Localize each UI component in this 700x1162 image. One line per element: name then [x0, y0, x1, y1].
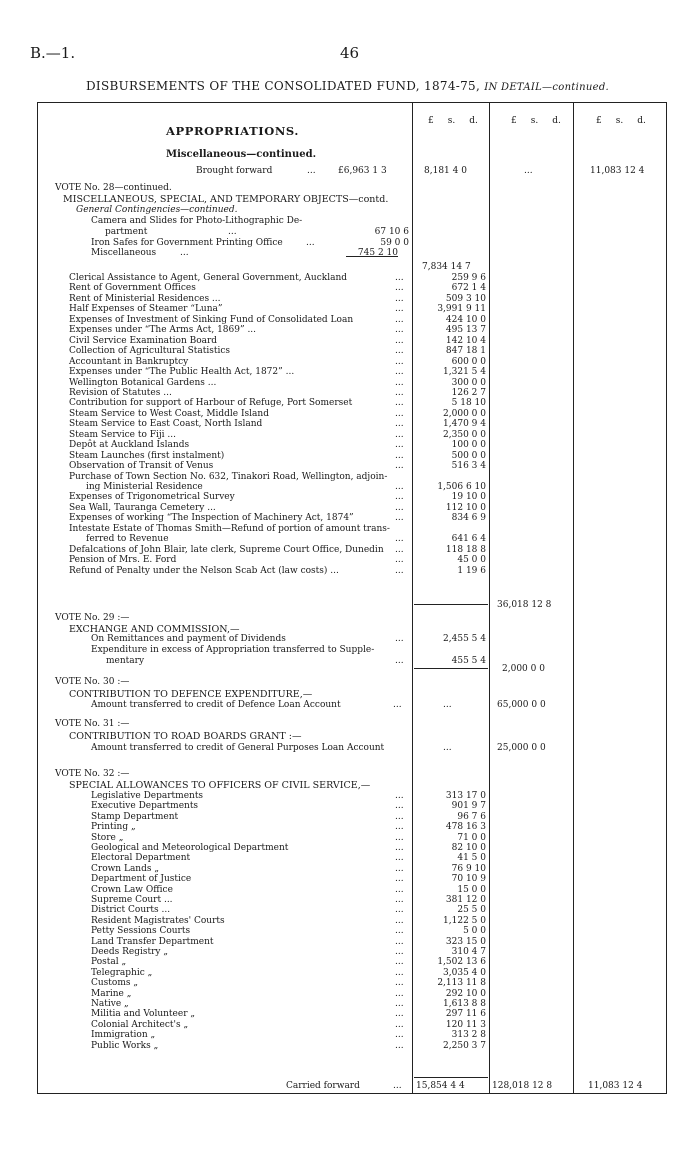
column-header-2: £ s. d.	[511, 116, 561, 126]
vote-31-label: VOTE No. 31 :—	[55, 719, 130, 729]
vote-28-item-text: ing Ministerial Residence	[86, 482, 203, 492]
document-reference: B.—1.	[30, 44, 76, 62]
vote-32-item-dots: ...	[395, 1009, 404, 1019]
vote-32-item-text: Immigration „	[91, 1030, 156, 1040]
vote-32-item-dots: ...	[395, 957, 404, 967]
vote-32-item-dots: ...	[395, 791, 404, 801]
vote-28-item-text: Steam Service to East Coast, North Island	[69, 419, 263, 429]
vote-28-item-amount: 126 2 7	[451, 388, 486, 398]
vote-28-item-dots: ...	[395, 273, 404, 283]
vote-28-item-text: Expenses of Trigonometrical Survey	[69, 492, 235, 502]
vote-32-item-dots: ...	[395, 874, 404, 884]
vote-28-item-amount: 142 10 4	[445, 336, 486, 346]
vote-28-item-text: Steam Launches (first instalment)	[69, 451, 225, 461]
vote-28-item-dots: ...	[395, 503, 404, 513]
inline-item-amount: 67 10 6	[374, 227, 409, 237]
vote-28-item-dots: ...	[395, 440, 404, 450]
vote-28-item-amount: 1 19 6	[457, 566, 486, 576]
vote-30-c1: ...	[443, 700, 452, 710]
vote-32-item-dots: ...	[395, 853, 404, 863]
vote-28-item-text: Refund of Penalty under the Nelson Scab Act (law costs) ...	[69, 566, 339, 576]
vote-32-item-amount: 71 0 0	[457, 833, 486, 843]
carried-forward-c3: 11,083 12 4	[588, 1081, 643, 1091]
vote-28-item-amount: 424 10 0	[445, 315, 486, 325]
vote-28-item-amount: 509 3 10	[445, 294, 486, 304]
vote-32-item-dots: ...	[395, 1041, 404, 1051]
brought-forward-c3: 11,083 12 4	[590, 166, 645, 176]
vote-28-item-text: Pension of Mrs. E. Ford	[69, 555, 177, 565]
vote-28-item-amount: 1,321 5 4	[443, 367, 486, 377]
vote-32-item-dots: ...	[395, 801, 404, 811]
column-divider-3	[573, 102, 574, 1094]
vote-28-item-amount: 3,991 9 11	[437, 304, 486, 314]
vote-32-item-amount: 1,122 5 0	[443, 916, 486, 926]
vote-32-item-amount: 478 16 3	[445, 822, 486, 832]
vote-28-item-amount: 300 0 0	[451, 378, 486, 388]
inline-item-dots: ...	[180, 248, 189, 258]
vote-32-item-text: Resident Magistrates' Courts	[91, 916, 225, 926]
inline-item-amount: 745 2 10	[357, 248, 398, 258]
vote-28-item-text: Expenses of Investment of Sinking Fund of Consolidated Loan	[69, 315, 354, 325]
vote-28-item-amount: 834 6 9	[451, 513, 486, 523]
vote-32-item-text: Marine „	[91, 989, 132, 999]
vote-31-total: 25,000 0 0	[497, 743, 546, 753]
vote-32-item-text: Executive Departments	[91, 801, 199, 811]
vote-28-item-dots: ...	[395, 566, 404, 576]
vote-28-item-text: Collection of Agricultural Statistics	[69, 346, 231, 356]
vote-28-item-dots: ...	[395, 336, 404, 346]
vote-28-item-text: Wellington Botanical Gardens ...	[69, 378, 217, 388]
vote-28-item-amount: 100 0 0	[451, 440, 486, 450]
vote-29-section: EXCHANGE AND COMMISSION,—	[69, 624, 240, 635]
vote-32-item-text: Electoral Department	[91, 853, 191, 863]
vote-28-item-text: Steam Service to West Coast, Middle Island	[69, 409, 269, 419]
vote-28-item-dots: ...	[395, 492, 404, 502]
vote-32-item-text: Militia and Volunteer „	[91, 1009, 196, 1019]
vote-32-item-dots: ...	[395, 978, 404, 988]
vote-28-label: VOTE No. 28—continued.	[55, 183, 172, 193]
vote-32-item-text: Petty Sessions Courts	[91, 926, 191, 936]
vote-29-item-amount: 455 5 4	[451, 656, 486, 666]
vote-28-item-amount: 5 18 10	[451, 398, 486, 408]
vote-28-item-amount: 600 0 0	[451, 357, 486, 367]
vote-32-item-text: Printing „	[91, 822, 136, 832]
vote-32-item-dots: ...	[395, 895, 404, 905]
vote-28-section: MISCELLANEOUS, SPECIAL, AND TEMPORARY OBJECTS—contd.	[63, 194, 389, 205]
carried-forward-label: Carried forward	[286, 1081, 360, 1091]
vote-32-item-amount: 2,113 11 8	[437, 978, 486, 988]
vote-28-item-amount: 847 18 1	[445, 346, 486, 356]
inline-item-text: Iron Safes for Government Printing Office	[91, 238, 283, 248]
vote-32-item-text: Postal „	[91, 957, 127, 967]
vote-28-item-dots: ...	[395, 409, 404, 419]
vote-28-rule	[414, 604, 488, 605]
vote-32-item-dots: ...	[395, 833, 404, 843]
vote-28-item-text: Expenses of working “The Inspection of Machinery Act, 1874”	[69, 513, 354, 523]
vote-29-total: 2,000 0 0	[502, 664, 545, 674]
vote-32-item-amount: 5 0 0	[463, 926, 486, 936]
inline-item-text: partment	[105, 227, 148, 237]
vote-32-item-dots: ...	[395, 968, 404, 978]
vote-31-item: Amount transferred to credit of General Purposes Loan Account	[91, 743, 385, 753]
vote-28-total: 36,018 12 8	[497, 600, 552, 610]
vote-28-item-dots: ...	[395, 283, 404, 293]
vote-32-item-text: Deeds Registry „	[91, 947, 168, 957]
vote-29-item-dots: ...	[395, 656, 404, 666]
vote-32-item-amount: 310 4 7	[451, 947, 486, 957]
vote-28-item-dots: ...	[395, 419, 404, 429]
vote-28-subtotal: 7,834 14 7	[422, 262, 471, 272]
vote-32-item-amount: 1,613 8 8	[443, 999, 486, 1009]
page-title	[86, 79, 609, 93]
vote-32-item-amount: 76 9 10	[451, 864, 486, 874]
vote-28-item-text: Rent of Ministerial Residences ...	[69, 294, 221, 304]
appropriations-heading: APPROPRIATIONS.	[166, 124, 300, 138]
vote-28-item-amount: 495 13 7	[445, 325, 486, 335]
vote-28-item-dots: ...	[395, 325, 404, 335]
vote-28-item-amount: 19 10 0	[451, 492, 486, 502]
vote-28-item-dots: ...	[395, 482, 404, 492]
column-header-3: £ s. d.	[596, 116, 646, 126]
vote-28-item-text: Half Expenses of Steamer “Luna”	[69, 304, 223, 314]
brought-forward-dots: ...	[307, 166, 316, 176]
carried-forward-dots: ...	[393, 1081, 402, 1091]
inline-item-text: Miscellaneous	[91, 248, 157, 258]
vote-32-item-text: Land Transfer Department	[91, 937, 214, 947]
inline-subtotal-rule	[346, 256, 398, 257]
vote-32-item-dots: ...	[395, 864, 404, 874]
vote-29-item-text: mentary	[106, 656, 145, 666]
vote-32-item-amount: 292 10 0	[445, 989, 486, 999]
brought-forward-inline: £6,963 1 3	[338, 166, 387, 176]
vote-32-item-dots: ...	[395, 843, 404, 853]
vote-28-item-amount: 500 0 0	[451, 451, 486, 461]
vote-32-section: SPECIAL ALLOWANCES TO OFFICERS OF CIVIL SERVICE,—	[69, 780, 371, 791]
vote-28-item-dots: ...	[395, 315, 404, 325]
miscellaneous-subheading: Miscellaneous—continued.	[166, 149, 317, 160]
vote-28-item-dots: ...	[395, 357, 404, 367]
vote-30-item: Amount transferred to credit of Defence Loan Account	[91, 700, 341, 710]
brought-forward-c2: ...	[524, 166, 533, 176]
vote-31-section: CONTRIBUTION TO ROAD BOARDS GRANT :—	[69, 731, 302, 742]
vote-30-label: VOTE No. 30 :—	[55, 677, 130, 687]
vote-28-item-dots: ...	[395, 534, 404, 544]
vote-28-item-text: Observation of Transit of Venus	[69, 461, 214, 471]
vote-28-item-text: ferred to Revenue	[86, 534, 169, 544]
vote-29-label: VOTE No. 29 :—	[55, 613, 130, 623]
vote-29-item-dots: ...	[395, 634, 404, 644]
vote-28-item-text: Accountant in Bankruptcy	[69, 357, 189, 367]
vote-28-item-text: Contribution for support of Harbour of Refuge, Port Somerset	[69, 398, 353, 408]
inline-item-dots: ...	[306, 238, 315, 248]
vote-28-item-text: Purchase of Town Section No. 632, Tinakori Road, Wellington, adjoin-	[69, 472, 388, 482]
vote-28-item-dots: ...	[395, 378, 404, 388]
inline-item-text: Camera and Slides for Photo-Lithographic De-	[91, 216, 303, 226]
vote-32-item-text: Public Works „	[91, 1041, 159, 1051]
vote-28-item-amount: 516 3 4	[451, 461, 486, 471]
vote-32-item-dots: ...	[395, 1020, 404, 1030]
vote-28-item-amount: 2,000 0 0	[443, 409, 486, 419]
vote-28-item-amount: 1,470 9 4	[443, 419, 486, 429]
inline-item-dots: ...	[228, 227, 237, 237]
vote-32-item-amount: 2,250 3 7	[443, 1041, 486, 1051]
vote-32-item-dots: ...	[395, 937, 404, 947]
vote-29-item-amount: 2,455 5 4	[443, 634, 486, 644]
vote-28-item-text: Expenses under “The Public Health Act, 1872” ...	[69, 367, 295, 377]
vote-32-item-amount: 381 12 0	[445, 895, 486, 905]
vote-32-item-amount: 96 7 6	[457, 812, 486, 822]
page-title-main: DISBURSEMENTS OF THE CONSOLIDATED FUND, 1874-75,	[86, 79, 481, 93]
vote-32-item-text: Supreme Court ...	[91, 895, 173, 905]
vote-32-item-dots: ...	[395, 905, 404, 915]
vote-32-item-text: Crown Lands „	[91, 864, 160, 874]
vote-28-item-dots: ...	[395, 430, 404, 440]
vote-32-item-dots: ...	[395, 926, 404, 936]
vote-28-item-text: Intestate Estate of Thomas Smith—Refund of portion of amount trans-	[69, 524, 390, 534]
vote-28-item-dots: ...	[395, 451, 404, 461]
vote-28-item-amount: 2,350 0 0	[443, 430, 486, 440]
vote-32-item-dots: ...	[395, 885, 404, 895]
vote-32-item-text: Customs „	[91, 978, 139, 988]
vote-30-dots: ...	[393, 700, 402, 710]
vote-28-item-dots: ...	[395, 398, 404, 408]
vote-32-item-amount: 313 2 8	[451, 1030, 486, 1040]
vote-28-subsection: General Contingencies—continued.	[76, 205, 238, 215]
carried-forward-c1: 15,854 4 4	[416, 1081, 465, 1091]
vote-32-item-dots: ...	[395, 812, 404, 822]
vote-28-item-dots: ...	[395, 545, 404, 555]
vote-32-item-text: Colonial Architect's „	[91, 1020, 189, 1030]
vote-32-item-dots: ...	[395, 1030, 404, 1040]
vote-32-item-amount: 120 11 3	[445, 1020, 486, 1030]
carried-forward-c2: 128,018 12 8	[492, 1081, 553, 1091]
column-divider-1	[412, 102, 413, 1094]
vote-30-section: CONTRIBUTION TO DEFENCE EXPENDITURE,—	[69, 689, 313, 700]
vote-32-item-text: Telegraphic „	[91, 968, 153, 978]
vote-32-item-text: District Courts ...	[91, 905, 171, 915]
vote-32-item-amount: 1,502 13 6	[437, 957, 486, 967]
vote-28-item-text: Defalcations of John Blair, late clerk, Supreme Court Office, Dunedin	[69, 545, 384, 555]
vote-28-item-amount: 45 0 0	[457, 555, 486, 565]
vote-32-item-text: Native „	[91, 999, 129, 1009]
vote-32-item-dots: ...	[395, 947, 404, 957]
vote-28-item-text: Rent of Government Offices	[69, 283, 196, 293]
vote-28-item-dots: ...	[395, 346, 404, 356]
column-divider-2	[489, 102, 490, 1094]
vote-32-label: VOTE No. 32 :—	[55, 769, 130, 779]
vote-32-item-amount: 313 17 0	[445, 791, 486, 801]
vote-28-item-dots: ...	[395, 513, 404, 523]
carried-forward-rule-1	[414, 1077, 488, 1078]
vote-28-item-dots: ...	[395, 367, 404, 377]
vote-32-item-text: Geological and Meteorological Department	[91, 843, 289, 853]
vote-32-item-amount: 25 5 0	[457, 905, 486, 915]
vote-28-item-amount: 118 18 8	[445, 545, 486, 555]
vote-28-item-dots: ...	[395, 461, 404, 471]
vote-32-item-amount: 41 5 0	[457, 853, 486, 863]
vote-28-item-amount: 672 1 4	[451, 283, 486, 293]
vote-28-item-dots: ...	[395, 388, 404, 398]
vote-28-item-text: Depôt at Auckland Islands	[69, 440, 190, 450]
vote-28-item-text: Expenses under “The Arms Act, 1869” ...	[69, 325, 257, 335]
vote-31-c1: ...	[443, 743, 452, 753]
page-number: 46	[340, 44, 360, 62]
vote-28-item-dots: ...	[395, 555, 404, 565]
column-header-1: £ s. d.	[428, 116, 478, 126]
vote-28-item-text: Civil Service Examination Board	[69, 336, 218, 346]
vote-28-item-dots: ...	[395, 294, 404, 304]
vote-32-item-text: Department of Justice	[91, 874, 192, 884]
vote-32-item-dots: ...	[395, 999, 404, 1009]
vote-32-item-amount: 3,035 4 0	[443, 968, 486, 978]
vote-32-item-amount: 82 10 0	[451, 843, 486, 853]
vote-29-rule	[414, 668, 488, 669]
vote-28-item-text: Sea Wall, Tauranga Cemetery ...	[69, 503, 216, 513]
vote-32-item-dots: ...	[395, 989, 404, 999]
vote-32-item-text: Stamp Department	[91, 812, 179, 822]
vote-29-item-text: On Remittances and payment of Dividends	[91, 634, 286, 644]
vote-28-item-amount: 112 10 0	[445, 503, 486, 513]
vote-32-item-dots: ...	[395, 916, 404, 926]
vote-28-item-dots: ...	[395, 304, 404, 314]
vote-32-item-amount: 297 11 6	[445, 1009, 486, 1019]
vote-28-item-amount: 641 6 4	[451, 534, 486, 544]
vote-28-item-text: Clerical Assistance to Agent, General Government, Auckland	[69, 273, 348, 283]
vote-32-item-amount: 70 10 9	[451, 874, 486, 884]
brought-forward-c1: 8,181 4 0	[424, 166, 467, 176]
vote-28-item-amount: 259 9 6	[451, 273, 486, 283]
vote-28-item-amount: 1,506 6 10	[437, 482, 486, 492]
inline-item-amount: 59 0 0	[380, 238, 409, 248]
vote-30-total: 65,000 0 0	[497, 700, 546, 710]
vote-32-item-text: Store „	[91, 833, 124, 843]
vote-29-item-text: Expenditure in excess of Appropriation transferred to Supple-	[91, 645, 375, 655]
vote-32-item-amount: 901 9 7	[451, 801, 486, 811]
vote-32-item-amount: 15 0 0	[457, 885, 486, 895]
vote-28-item-text: Revision of Statutes ...	[69, 388, 172, 398]
brought-forward-label: Brought forward	[196, 166, 273, 176]
vote-32-item-amount: 323 15 0	[445, 937, 486, 947]
vote-32-item-dots: ...	[395, 822, 404, 832]
vote-32-item-text: Legislative Departments	[91, 791, 204, 801]
page-title-tail: IN DETAIL—continued.	[484, 82, 610, 93]
vote-32-item-text: Crown Law Office	[91, 885, 173, 895]
vote-28-item-text: Steam Service to Fiji ...	[69, 430, 176, 440]
